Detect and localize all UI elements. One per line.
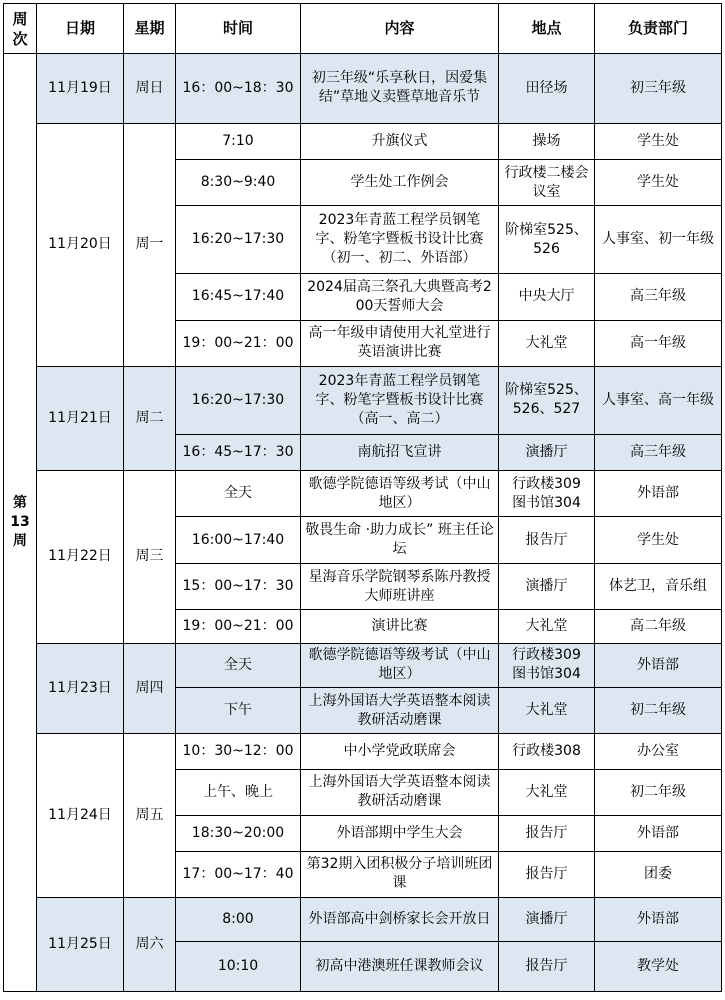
header-weekday: 星期	[124, 4, 176, 54]
header-dept: 负责部门	[595, 4, 722, 54]
location-cell: 中央大厅	[499, 274, 595, 320]
date-cell: 11月25日	[37, 897, 124, 991]
content-cell: 2023年青蓝工程学员钢笔字、粉笔字暨板书设计比赛（高一、高二）	[301, 366, 499, 434]
event-row	[4, 643, 722, 687]
content-cell: 外语部期中学生大会	[301, 816, 499, 851]
content-cell: 升旗仪式	[301, 123, 499, 159]
location-cell: 操场	[499, 123, 595, 159]
dept-cell: 学生处	[595, 517, 722, 563]
date-cell: 11月20日	[37, 123, 124, 366]
content-cell: 学生处工作例会	[301, 160, 499, 206]
location-cell: 田径场	[499, 54, 595, 124]
time-cell: 全天	[176, 470, 301, 516]
dept-cell: 高三年级	[595, 274, 722, 320]
dept-cell: 教学处	[595, 942, 722, 992]
time-cell: 上午、晚上	[176, 769, 301, 815]
event-row	[4, 897, 722, 941]
dept-cell: 外语部	[595, 470, 722, 516]
content-cell: 第32期入团积极分子培训班团课	[301, 851, 499, 897]
time-cell: 8:00	[176, 897, 301, 941]
time-cell: 18:30~20:00	[176, 816, 301, 851]
time-cell: 16:00~17:40	[176, 517, 301, 563]
content-cell: 星海音乐学院钢琴系陈丹教授大师班讲座	[301, 563, 499, 609]
time-cell: 下午	[176, 687, 301, 733]
weekday-cell: 周四	[124, 643, 176, 734]
dept-cell: 高一年级	[595, 320, 722, 366]
weekday-cell: 周二	[124, 366, 176, 470]
location-cell: 阶梯室525、526	[499, 206, 595, 274]
event-row	[4, 470, 722, 516]
location-cell: 报告厅	[499, 942, 595, 992]
dept-cell: 学生处	[595, 123, 722, 159]
dept-cell: 人事室、高一年级	[595, 366, 722, 434]
weekday-cell: 周六	[124, 897, 176, 991]
location-cell: 大礼堂	[499, 687, 595, 733]
location-cell: 行政楼二楼会议室	[499, 160, 595, 206]
header-row	[4, 4, 722, 54]
content-cell: 高一年级申请使用大礼堂进行英语演讲比赛	[301, 320, 499, 366]
dept-cell: 初二年级	[595, 687, 722, 733]
content-cell: 2024届高三祭孔大典暨高考200天誓师大会	[301, 274, 499, 320]
dept-cell: 体艺卫，音乐组	[595, 563, 722, 609]
time-cell: 16:20~17:30	[176, 366, 301, 434]
event-row	[4, 734, 722, 769]
dept-cell: 高三年级	[595, 434, 722, 470]
content-cell: 上海外国语大学英语整本阅读教研活动磨课	[301, 687, 499, 733]
time-cell: 19：00~21：00	[176, 610, 301, 643]
header-time: 时间	[176, 4, 301, 54]
date-cell: 11月23日	[37, 643, 124, 734]
header-date: 日期	[37, 4, 124, 54]
location-cell: 报告厅	[499, 851, 595, 897]
content-cell: 敬畏生命 ·助力成长” 班主任论坛	[301, 517, 499, 563]
dept-cell: 办公室	[595, 734, 722, 769]
content-cell: 2023年青蓝工程学员钢笔字、粉笔字暨板书设计比赛（初一、初二、外语部）	[301, 206, 499, 274]
date-cell: 11月22日	[37, 470, 124, 643]
time-cell: 19：00~21：00	[176, 320, 301, 366]
content-cell: 初高中港澳班任课教师会议	[301, 942, 499, 992]
time-cell: 10:10	[176, 942, 301, 992]
location-cell: 行政楼309 图书馆304	[499, 470, 595, 516]
content-cell: 演讲比赛	[301, 610, 499, 643]
event-row	[4, 366, 722, 434]
time-cell: 全天	[176, 643, 301, 687]
time-cell: 15：00~17：30	[176, 563, 301, 609]
location-cell: 报告厅	[499, 517, 595, 563]
weekday-cell: 周日	[124, 54, 176, 124]
time-cell: 8:30~9:40	[176, 160, 301, 206]
time-cell: 16:20~17:30	[176, 206, 301, 274]
content-cell: 南航招飞宣讲	[301, 434, 499, 470]
time-cell: 17：00~17：40	[176, 851, 301, 897]
time-cell: 16：00~18：30	[176, 54, 301, 124]
content-cell: 初三年级“乐享秋日，因爱集结”草地义卖暨草地音乐节	[301, 54, 499, 124]
location-cell: 演播厅	[499, 563, 595, 609]
dept-cell: 外语部	[595, 816, 722, 851]
date-cell: 11月24日	[37, 734, 124, 898]
content-cell: 上海外国语大学英语整本阅读教研活动磨课	[301, 769, 499, 815]
date-cell: 11月19日	[37, 54, 124, 124]
schedule-table	[3, 3, 722, 992]
weekday-cell: 周五	[124, 734, 176, 898]
dept-cell: 团委	[595, 851, 722, 897]
schedule-body	[4, 54, 722, 992]
weekday-cell: 周一	[124, 123, 176, 366]
week-label: 第 13 周	[4, 54, 37, 992]
location-cell: 报告厅	[499, 816, 595, 851]
time-cell: 10：30~12：00	[176, 734, 301, 769]
content-cell: 歌德学院德语等级考试（中山地区）	[301, 470, 499, 516]
date-cell: 11月21日	[37, 366, 124, 470]
content-cell: 中小学党政联席会	[301, 734, 499, 769]
content-cell: 歌德学院德语等级考试（中山地区）	[301, 643, 499, 687]
header-week: 周 次	[4, 4, 37, 54]
header-location: 地点	[499, 4, 595, 54]
header-content: 内容	[301, 4, 499, 54]
location-cell: 行政楼309 图书馆304	[499, 643, 595, 687]
event-row	[4, 54, 722, 124]
location-cell: 大礼堂	[499, 610, 595, 643]
location-cell: 阶梯室525、526、527	[499, 366, 595, 434]
dept-cell: 学生处	[595, 160, 722, 206]
time-cell: 16:45~17:40	[176, 274, 301, 320]
weekday-cell: 周三	[124, 470, 176, 643]
location-cell: 行政楼308	[499, 734, 595, 769]
event-row	[4, 123, 722, 159]
dept-cell: 外语部	[595, 897, 722, 941]
location-cell: 大礼堂	[499, 769, 595, 815]
dept-cell: 外语部	[595, 643, 722, 687]
dept-cell: 人事室、初一年级	[595, 206, 722, 274]
dept-cell: 初三年级	[595, 54, 722, 124]
content-cell: 外语部高中剑桥家长会开放日	[301, 897, 499, 941]
location-cell: 演播厅	[499, 897, 595, 941]
location-cell: 演播厅	[499, 434, 595, 470]
dept-cell: 高二年级	[595, 610, 722, 643]
dept-cell: 初二年级	[595, 769, 722, 815]
time-cell: 7:10	[176, 123, 301, 159]
location-cell: 大礼堂	[499, 320, 595, 366]
time-cell: 16：45~17：30	[176, 434, 301, 470]
